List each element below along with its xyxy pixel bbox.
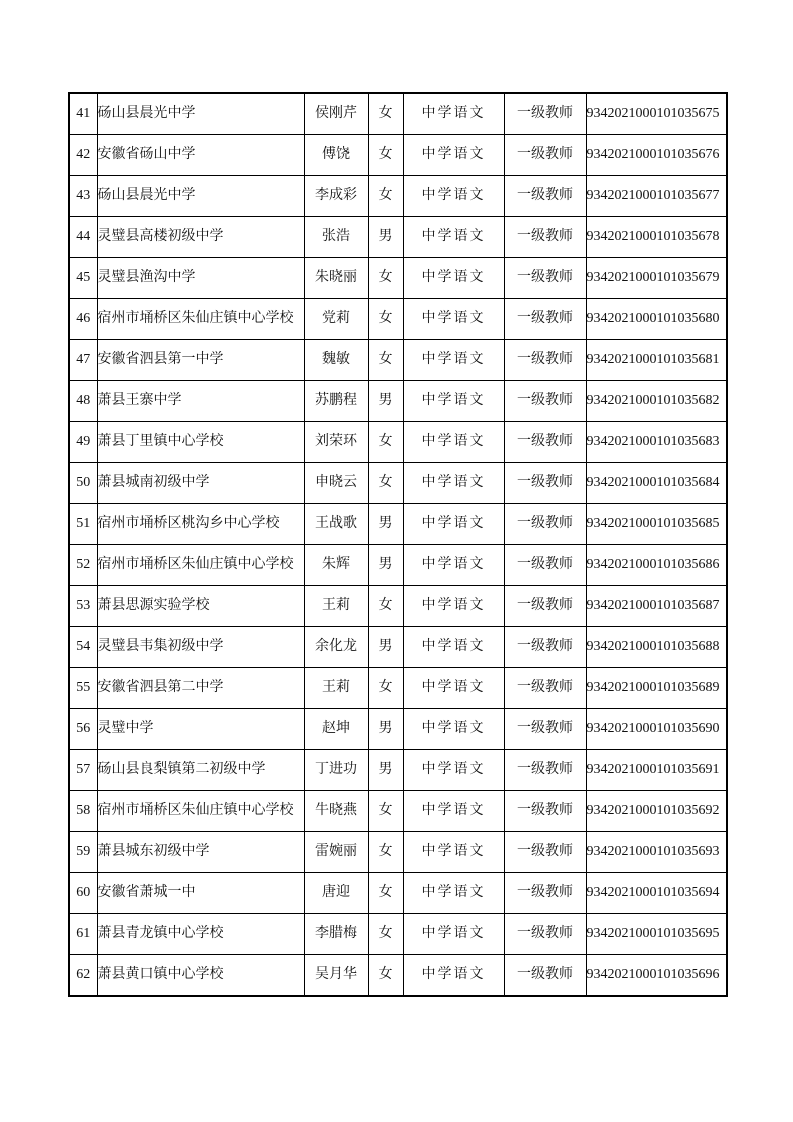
cell-row-number: 44 [69, 217, 97, 258]
cell-row-number: 62 [69, 955, 97, 997]
cell-teacher-name: 李成彩 [304, 176, 368, 217]
cell-row-number: 45 [69, 258, 97, 299]
table-row [69, 258, 727, 299]
cell-certificate-no: 9342021000101035683 [586, 422, 727, 463]
table-row [69, 627, 727, 668]
cell-certificate-no: 9342021000101035681 [586, 340, 727, 381]
cell-teacher-name: 王莉 [304, 586, 368, 627]
cell-teacher-title: 一级教师 [504, 463, 586, 504]
cell-gender: 男 [368, 545, 403, 586]
cell-row-number: 47 [69, 340, 97, 381]
cell-row-number: 43 [69, 176, 97, 217]
cell-teacher-name: 魏敏 [304, 340, 368, 381]
cell-school-name: 砀山县良梨镇第二初级中学 [97, 750, 304, 791]
cell-certificate-no: 9342021000101035688 [586, 627, 727, 668]
cell-subject: 中学语文 [403, 93, 504, 135]
cell-gender: 女 [368, 586, 403, 627]
cell-teacher-name: 苏鹏程 [304, 381, 368, 422]
cell-teacher-title: 一级教师 [504, 258, 586, 299]
cell-school-name: 砀山县晨光中学 [97, 176, 304, 217]
cell-school-name: 灵璧县高楼初级中学 [97, 217, 304, 258]
cell-subject: 中学语文 [403, 258, 504, 299]
cell-school-name: 安徽省萧城一中 [97, 873, 304, 914]
table-row [69, 135, 727, 176]
cell-certificate-no: 9342021000101035682 [586, 381, 727, 422]
cell-teacher-title: 一级教师 [504, 135, 586, 176]
cell-teacher-title: 一级教师 [504, 873, 586, 914]
cell-certificate-no: 9342021000101035685 [586, 504, 727, 545]
cell-school-name: 灵璧中学 [97, 709, 304, 750]
table-row [69, 217, 727, 258]
cell-certificate-no: 9342021000101035680 [586, 299, 727, 340]
cell-row-number: 55 [69, 668, 97, 709]
cell-subject: 中学语文 [403, 299, 504, 340]
cell-school-name: 安徽省泗县第二中学 [97, 668, 304, 709]
teacher-list-table [68, 92, 728, 997]
cell-gender: 女 [368, 791, 403, 832]
cell-subject: 中学语文 [403, 545, 504, 586]
cell-row-number: 46 [69, 299, 97, 340]
cell-certificate-no: 9342021000101035687 [586, 586, 727, 627]
cell-row-number: 41 [69, 93, 97, 135]
cell-certificate-no: 9342021000101035676 [586, 135, 727, 176]
table-row [69, 914, 727, 955]
cell-gender: 男 [368, 217, 403, 258]
cell-gender: 女 [368, 93, 403, 135]
cell-teacher-title: 一级教师 [504, 627, 586, 668]
cell-teacher-title: 一级教师 [504, 381, 586, 422]
table-row [69, 832, 727, 873]
cell-subject: 中学语文 [403, 381, 504, 422]
cell-teacher-name: 王战歌 [304, 504, 368, 545]
cell-row-number: 42 [69, 135, 97, 176]
cell-row-number: 54 [69, 627, 97, 668]
cell-teacher-name: 刘荣环 [304, 422, 368, 463]
cell-certificate-no: 9342021000101035684 [586, 463, 727, 504]
cell-school-name: 宿州市埇桥区朱仙庄镇中心学校 [97, 545, 304, 586]
cell-gender: 男 [368, 709, 403, 750]
cell-teacher-title: 一级教师 [504, 545, 586, 586]
cell-row-number: 60 [69, 873, 97, 914]
cell-teacher-title: 一级教师 [504, 709, 586, 750]
cell-certificate-no: 9342021000101035692 [586, 791, 727, 832]
cell-subject: 中学语文 [403, 791, 504, 832]
cell-row-number: 52 [69, 545, 97, 586]
table-row [69, 176, 727, 217]
cell-certificate-no: 9342021000101035691 [586, 750, 727, 791]
cell-school-name: 宿州市埇桥区朱仙庄镇中心学校 [97, 791, 304, 832]
cell-certificate-no: 9342021000101035696 [586, 955, 727, 997]
cell-gender: 女 [368, 873, 403, 914]
cell-gender: 女 [368, 340, 403, 381]
cell-gender: 女 [368, 832, 403, 873]
cell-gender: 男 [368, 504, 403, 545]
table-row [69, 93, 727, 135]
cell-certificate-no: 9342021000101035686 [586, 545, 727, 586]
cell-teacher-title: 一级教师 [504, 422, 586, 463]
cell-teacher-name: 王莉 [304, 668, 368, 709]
cell-subject: 中学语文 [403, 217, 504, 258]
cell-teacher-name: 张浩 [304, 217, 368, 258]
table-row [69, 668, 727, 709]
cell-subject: 中学语文 [403, 422, 504, 463]
table-row [69, 381, 727, 422]
cell-certificate-no: 9342021000101035689 [586, 668, 727, 709]
cell-certificate-no: 9342021000101035695 [586, 914, 727, 955]
cell-gender: 女 [368, 463, 403, 504]
cell-subject: 中学语文 [403, 873, 504, 914]
table-row [69, 463, 727, 504]
teacher-table-body [69, 93, 727, 996]
cell-school-name: 萧县黄口镇中心学校 [97, 955, 304, 997]
cell-gender: 男 [368, 381, 403, 422]
cell-teacher-title: 一级教师 [504, 668, 586, 709]
cell-teacher-name: 丁进功 [304, 750, 368, 791]
cell-gender: 女 [368, 668, 403, 709]
cell-teacher-name: 李腊梅 [304, 914, 368, 955]
table-row [69, 709, 727, 750]
table-row [69, 504, 727, 545]
cell-school-name: 萧县丁里镇中心学校 [97, 422, 304, 463]
cell-school-name: 萧县城东初级中学 [97, 832, 304, 873]
cell-certificate-no: 9342021000101035693 [586, 832, 727, 873]
cell-gender: 男 [368, 627, 403, 668]
cell-school-name: 萧县青龙镇中心学校 [97, 914, 304, 955]
cell-row-number: 58 [69, 791, 97, 832]
cell-teacher-title: 一级教师 [504, 955, 586, 997]
cell-subject: 中学语文 [403, 750, 504, 791]
cell-certificate-no: 9342021000101035675 [586, 93, 727, 135]
cell-school-name: 安徽省泗县第一中学 [97, 340, 304, 381]
cell-school-name: 砀山县晨光中学 [97, 93, 304, 135]
cell-subject: 中学语文 [403, 176, 504, 217]
cell-gender: 女 [368, 422, 403, 463]
cell-subject: 中学语文 [403, 709, 504, 750]
table-row [69, 955, 727, 997]
cell-subject: 中学语文 [403, 955, 504, 997]
cell-teacher-name: 雷婉丽 [304, 832, 368, 873]
cell-school-name: 宿州市埇桥区朱仙庄镇中心学校 [97, 299, 304, 340]
cell-gender: 女 [368, 135, 403, 176]
cell-gender: 女 [368, 955, 403, 997]
cell-teacher-name: 侯刚芹 [304, 93, 368, 135]
cell-subject: 中学语文 [403, 586, 504, 627]
cell-row-number: 59 [69, 832, 97, 873]
cell-teacher-name: 赵坤 [304, 709, 368, 750]
cell-gender: 女 [368, 258, 403, 299]
cell-subject: 中学语文 [403, 914, 504, 955]
cell-certificate-no: 9342021000101035690 [586, 709, 727, 750]
cell-school-name: 萧县思源实验学校 [97, 586, 304, 627]
cell-subject: 中学语文 [403, 832, 504, 873]
cell-teacher-title: 一级教师 [504, 299, 586, 340]
cell-teacher-title: 一级教师 [504, 176, 586, 217]
table-row [69, 873, 727, 914]
cell-teacher-name: 余化龙 [304, 627, 368, 668]
cell-teacher-title: 一级教师 [504, 832, 586, 873]
cell-row-number: 61 [69, 914, 97, 955]
cell-school-name: 宿州市埇桥区桃沟乡中心学校 [97, 504, 304, 545]
cell-row-number: 53 [69, 586, 97, 627]
cell-school-name: 安徽省砀山中学 [97, 135, 304, 176]
cell-certificate-no: 9342021000101035677 [586, 176, 727, 217]
cell-gender: 女 [368, 914, 403, 955]
cell-teacher-name: 唐迎 [304, 873, 368, 914]
cell-teacher-title: 一级教师 [504, 791, 586, 832]
cell-row-number: 50 [69, 463, 97, 504]
cell-subject: 中学语文 [403, 463, 504, 504]
cell-gender: 女 [368, 299, 403, 340]
table-row [69, 545, 727, 586]
cell-teacher-title: 一级教师 [504, 217, 586, 258]
cell-teacher-title: 一级教师 [504, 504, 586, 545]
cell-teacher-title: 一级教师 [504, 586, 586, 627]
cell-teacher-name: 傅饶 [304, 135, 368, 176]
table-row [69, 422, 727, 463]
cell-school-name: 萧县王寨中学 [97, 381, 304, 422]
cell-teacher-name: 朱晓丽 [304, 258, 368, 299]
cell-teacher-title: 一级教师 [504, 93, 586, 135]
table-row [69, 586, 727, 627]
cell-subject: 中学语文 [403, 340, 504, 381]
cell-gender: 男 [368, 750, 403, 791]
cell-gender: 女 [368, 176, 403, 217]
cell-teacher-name: 吴月华 [304, 955, 368, 997]
cell-teacher-title: 一级教师 [504, 914, 586, 955]
cell-teacher-name: 朱辉 [304, 545, 368, 586]
cell-teacher-name: 党莉 [304, 299, 368, 340]
cell-row-number: 57 [69, 750, 97, 791]
cell-subject: 中学语文 [403, 504, 504, 545]
cell-teacher-name: 申晓云 [304, 463, 368, 504]
cell-row-number: 56 [69, 709, 97, 750]
cell-certificate-no: 9342021000101035678 [586, 217, 727, 258]
cell-subject: 中学语文 [403, 627, 504, 668]
table-row [69, 299, 727, 340]
table-row [69, 750, 727, 791]
cell-row-number: 51 [69, 504, 97, 545]
table-row [69, 340, 727, 381]
cell-school-name: 灵璧县韦集初级中学 [97, 627, 304, 668]
cell-school-name: 灵璧县渔沟中学 [97, 258, 304, 299]
cell-row-number: 49 [69, 422, 97, 463]
cell-subject: 中学语文 [403, 135, 504, 176]
cell-certificate-no: 9342021000101035694 [586, 873, 727, 914]
cell-school-name: 萧县城南初级中学 [97, 463, 304, 504]
cell-teacher-title: 一级教师 [504, 340, 586, 381]
cell-teacher-name: 牛晓燕 [304, 791, 368, 832]
cell-subject: 中学语文 [403, 668, 504, 709]
table-row [69, 791, 727, 832]
cell-teacher-title: 一级教师 [504, 750, 586, 791]
cell-row-number: 48 [69, 381, 97, 422]
cell-certificate-no: 9342021000101035679 [586, 258, 727, 299]
